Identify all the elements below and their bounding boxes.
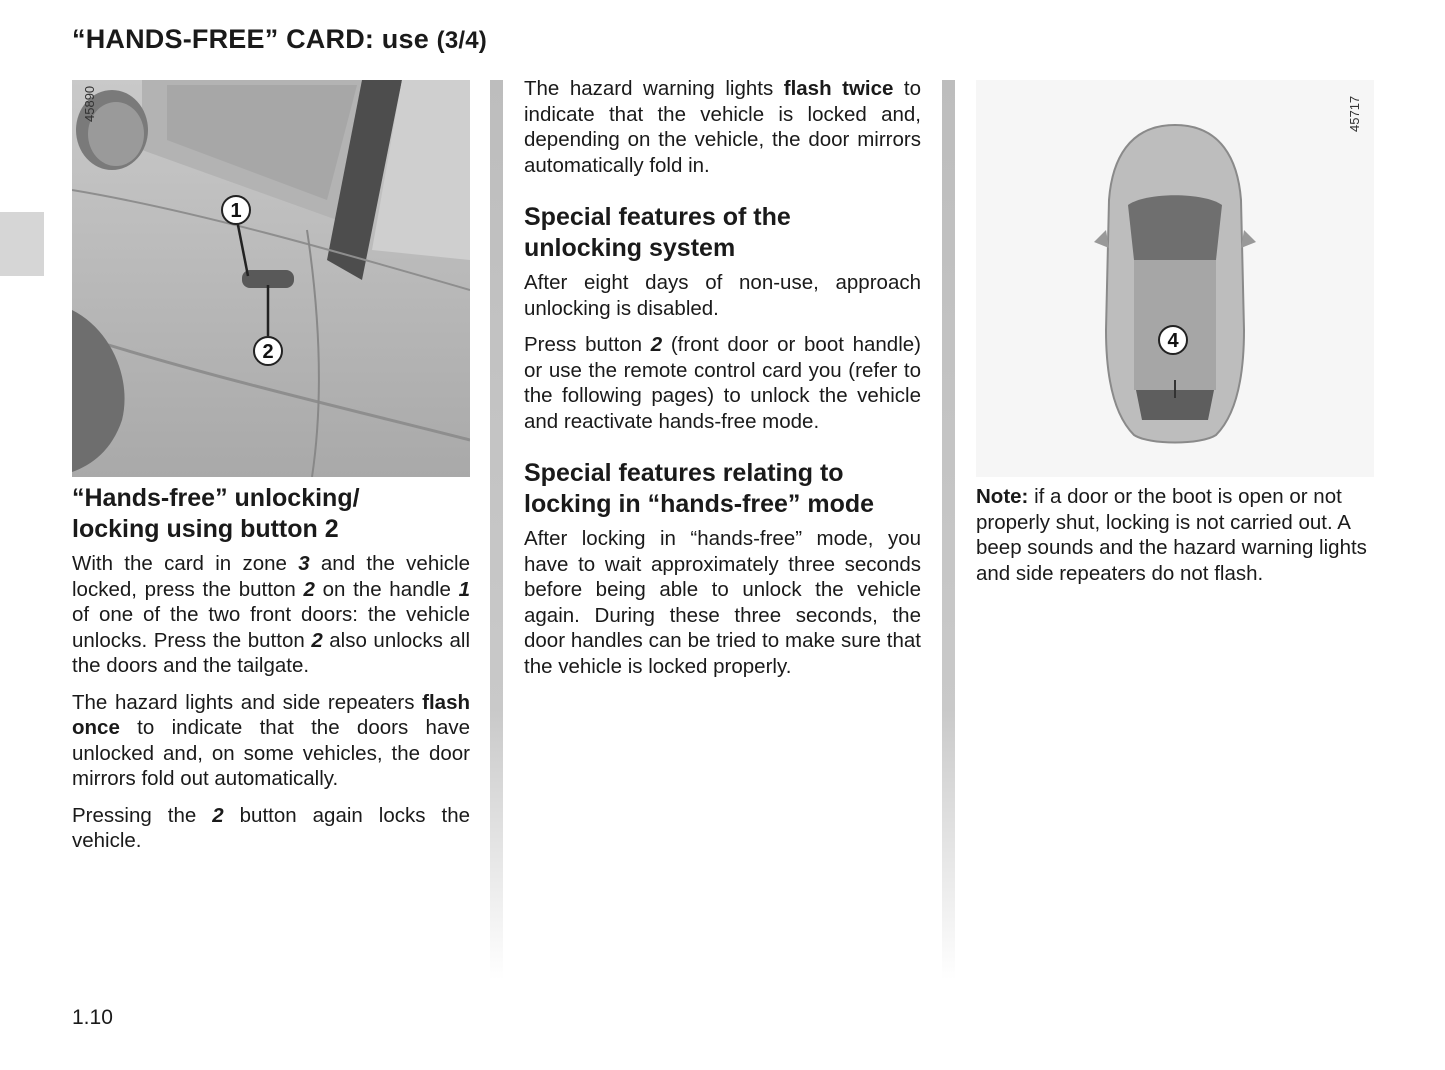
section-heading-button-2: “Hands-free” unlocking/ locking using button 2 xyxy=(72,484,360,543)
column-divider xyxy=(490,80,503,980)
section-heading-unlocking: Special features of the unlocking system xyxy=(524,203,791,262)
page-title xyxy=(72,24,487,55)
paragraph: After locking in “hands-free” mode, you have to wait approximately three seconds before being able to unlock the vehicle again. During these three seconds, the door handles can be tried to make sure that the vehicle is locked properly. xyxy=(524,527,921,678)
paragraph: With the card in zone 3 and the vehicle locked, press the button 2 on the handle 1 of one of the two front doors: the vehicle unlocks. Press the button 2 also unlocks all the doors and the tailgate. xyxy=(72,552,470,677)
paragraph: Pressing the 2 button again locks the vehicle. xyxy=(72,803,470,852)
section-tab xyxy=(0,212,44,276)
callout-4: 4 xyxy=(1167,330,1179,352)
section-heading-locking: Special features relating to locking in “hands-free” mode xyxy=(524,459,875,518)
column-middle xyxy=(524,76,921,690)
column-divider xyxy=(942,80,955,980)
paragraph: The hazard warning lights flash twice to indicate that the vehicle is locked and, depending on the vehicle, the door mirrors automatically fold in. xyxy=(524,77,922,177)
figure-ref: 45890 xyxy=(82,85,97,122)
paragraph: After eight days of non-use, approach unlocking is disabled. xyxy=(524,271,921,320)
column-left xyxy=(72,483,470,865)
note: Note: if a door or the boot is open or not properly shut, locking is not carried out. A beep sounds and the hazard warning lights and side repeaters do not flash. xyxy=(976,485,1367,585)
page-title-main: “HANDS-FREE” CARD: use xyxy=(72,24,429,54)
paragraph: Press button 2 (front door or boot handle) or use the remote control card you (refer to the following pages) to unlock the vehicle and reactivate hands-free mode. xyxy=(524,333,921,433)
door-handle-illustration xyxy=(72,80,470,477)
paragraph: The hazard lights and side repeaters flash once to indicate that the doors have unlocked and, on some vehicles, the door mirrors fold out automatically. xyxy=(72,690,470,790)
figure-ref: 45717 xyxy=(1347,95,1362,132)
column-right xyxy=(976,484,1376,597)
page-title-sub: (3/4) xyxy=(436,27,487,54)
car-top-view-illustration xyxy=(976,80,1374,477)
callout-1: 1 xyxy=(230,200,242,222)
callout-2: 2 xyxy=(262,341,274,363)
page-number: 1.10 xyxy=(72,1006,113,1029)
